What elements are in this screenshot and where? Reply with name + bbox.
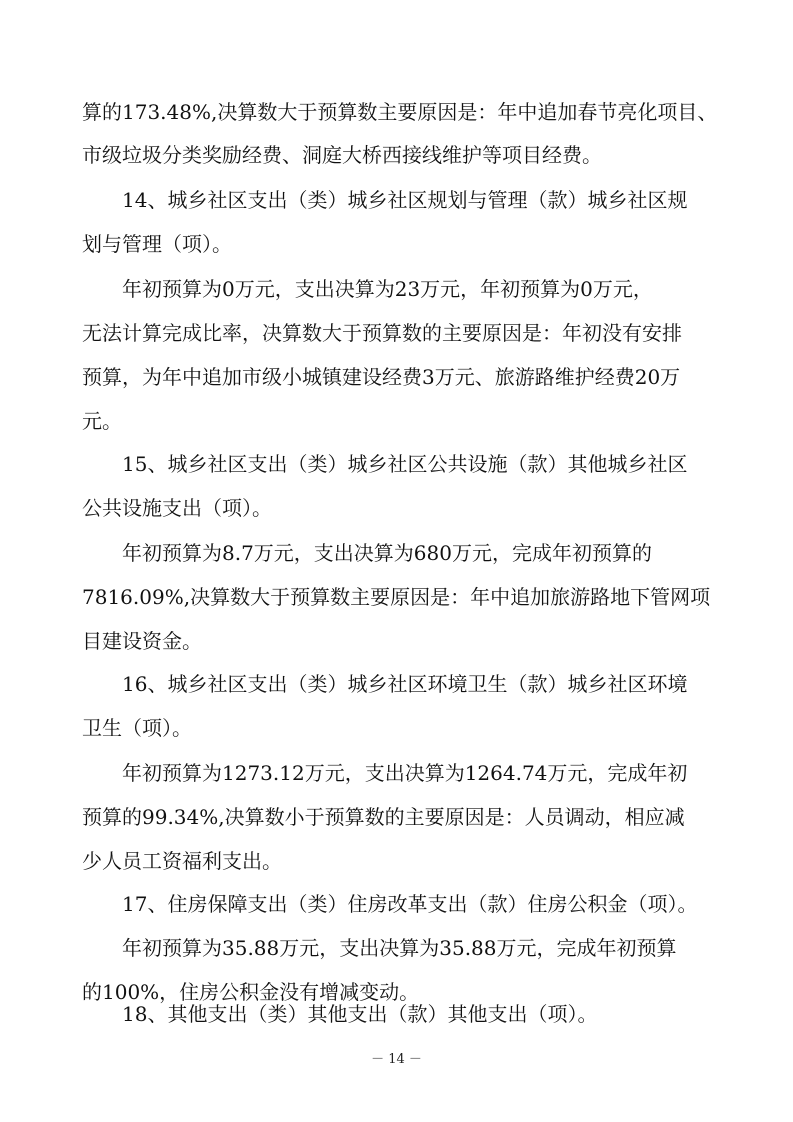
body-line: 划与管理（项）。 (82, 232, 232, 256)
body-line: 算的173.48%,决算数大于预算数主要原因是：年中追加春节亮化项目、 (82, 100, 718, 124)
body-line: 少人员工资福利支出。 (82, 849, 282, 873)
section-heading-18: 18、其他支出（类）其他支出（款）其他支出（项）。 (122, 1002, 598, 1026)
section-heading-15: 15、城乡社区支出（类）城乡社区公共设施（款）其他城乡社区 (122, 452, 688, 476)
paragraph-start: 年初预算为8.7万元，支出决算为680万元，完成年初预算的 (122, 541, 652, 565)
paragraph-start: 年初预算为35.88万元，支出决算为35.88万元，完成年初预算 (122, 936, 677, 960)
body-line: 预算，为年中追加市级小城镇建设经费3万元、旅游路维护经费20万 (82, 365, 681, 389)
section-heading-17: 17、住房保障支出（类）住房改革支出（款）住房公积金（项）。 (122, 892, 698, 916)
body-line: 市级垃圾分类奖励经费、洞庭大桥西接线维护等项目经费。 (82, 143, 602, 167)
body-line: 元。 (82, 409, 122, 433)
page-number: － 14 － (371, 1052, 422, 1067)
body-line: 的100%，住房公积金没有增减变动。 (82, 980, 420, 1004)
body-line: 7816.09%,决算数大于预算数主要原因是：年中追加旅游路地下管网项 (82, 585, 711, 609)
section-heading-16: 16、城乡社区支出（类）城乡社区环境卫生（款）城乡社区环境 (122, 672, 688, 696)
body-line: 卫生（项）。 (82, 716, 192, 740)
paragraph-start: 年初预算为0万元，支出决算为23万元，年初预算为0万元， (122, 277, 653, 301)
section-heading-14: 14、城乡社区支出（类）城乡社区规划与管理（款）城乡社区规 (122, 188, 688, 212)
body-line: 无法计算完成比率，决算数大于预算数的主要原因是：年初没有安排 (82, 321, 682, 345)
body-line: 目建设资金。 (82, 629, 202, 653)
body-line: 公共设施支出（项）。 (82, 496, 272, 520)
paragraph-start: 年初预算为1273.12万元，支出决算为1264.74万元，完成年初 (122, 761, 688, 785)
body-line: 预算的99.34%,决算数小于预算数的主要原因是：人员调动，相应减 (82, 805, 685, 829)
